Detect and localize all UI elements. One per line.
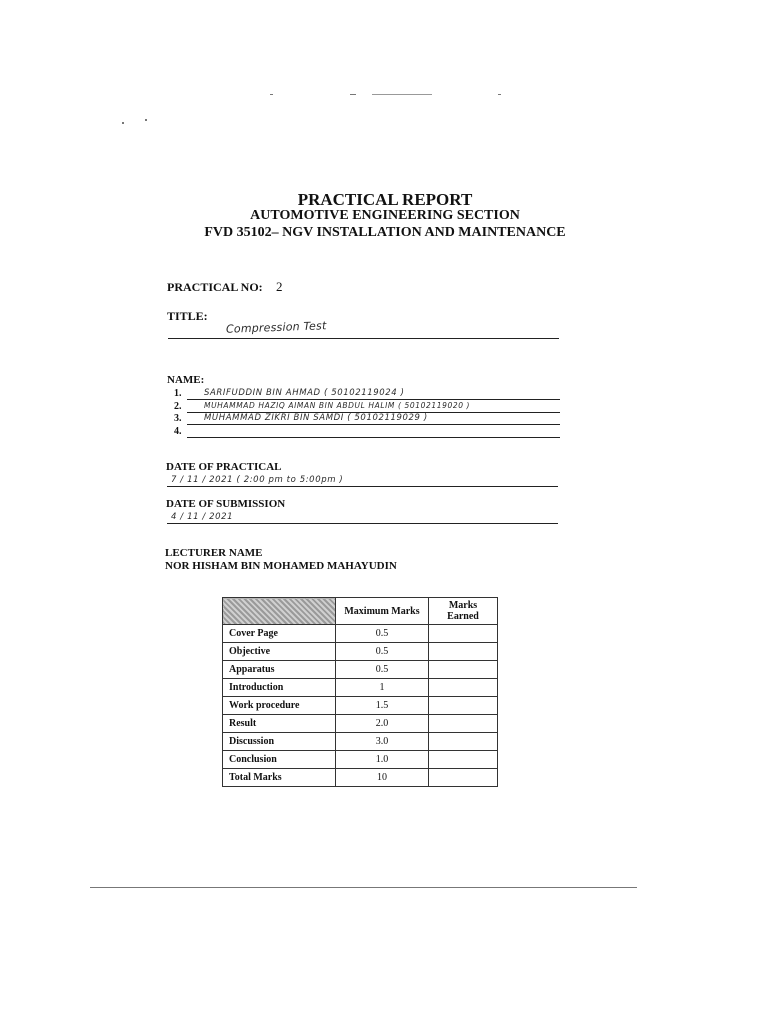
date-practical-rule: [167, 486, 558, 487]
table-row: [223, 751, 498, 769]
table-row: [223, 679, 498, 697]
row-marks-earned: [429, 625, 498, 643]
scan-specks: [0, 0, 768, 160]
date-submission-label: DATE OF SUBMISSION: [166, 498, 286, 510]
report-section: AUTOMOTIVE ENGINEERING SECTION: [250, 208, 520, 223]
row-max-marks: 0.5: [336, 661, 429, 679]
header-shaded-cell: [223, 598, 336, 625]
name-rule-4: [187, 437, 560, 438]
header-max-marks: Maximum Marks: [336, 598, 429, 625]
row-max-marks: 2.0: [336, 715, 429, 733]
date-practical-label: DATE OF PRACTICAL: [166, 461, 282, 473]
row-category: Discussion: [223, 733, 336, 751]
lecturer-name: NOR HISHAM BIN MOHAMED MAHAYUDIN: [165, 560, 397, 572]
row-marks-earned: [429, 751, 498, 769]
report-title: PRACTICAL REPORT: [297, 190, 473, 209]
title-label: TITLE:: [167, 309, 208, 323]
name-number-3: 3.: [174, 413, 182, 424]
table-row: [223, 733, 498, 751]
table-row: [223, 697, 498, 715]
row-category: Cover Page: [223, 625, 336, 643]
date-submission-rule: [167, 523, 558, 524]
row-max-marks: 1.5: [336, 697, 429, 715]
table-row: [223, 715, 498, 733]
row-max-marks: 10: [336, 769, 429, 787]
title-rule: [168, 338, 559, 339]
header-marks-earned: [429, 598, 498, 625]
page-bottom-rule: [90, 887, 637, 888]
name-number-2: 2.: [174, 401, 182, 412]
row-max-marks: 1: [336, 679, 429, 697]
row-category: Conclusion: [223, 751, 336, 769]
practical-no-label: PRACTICAL NO:: [167, 280, 263, 294]
table-row: [223, 643, 498, 661]
title-value: Compression Test: [225, 319, 327, 336]
row-max-marks: 0.5: [336, 643, 429, 661]
date-submission-value: 4 / 11 / 2021: [171, 512, 234, 522]
header-earned-line2: Earned: [447, 611, 479, 622]
row-marks-earned: [429, 697, 498, 715]
row-category: Objective: [223, 643, 336, 661]
table-row: [223, 661, 498, 679]
row-category: Result: [223, 715, 336, 733]
table-row-total: [223, 769, 498, 787]
row-max-marks: 0.5: [336, 625, 429, 643]
name-entry-1: SARIFUDDIN BIN AHMAD ( 50102119024 ): [204, 388, 405, 398]
row-marks-earned: [429, 643, 498, 661]
header-earned-line1: Marks: [448, 600, 478, 611]
name-rule-3: [187, 424, 560, 425]
marks-header-row: [223, 598, 498, 625]
row-category: Apparatus: [223, 661, 336, 679]
name-number-1: 1.: [174, 388, 182, 399]
practical-no-value: 2: [276, 279, 283, 294]
name-entry-3: MUHAMMAD ZIKRI BIN SAMDI ( 50102119029 ): [204, 413, 428, 423]
date-practical-value: 7 / 11 / 2021 ( 2:00 pm to 5:00pm ): [171, 475, 344, 485]
row-marks-earned: [429, 769, 498, 787]
name-number-4: 4.: [174, 426, 182, 437]
report-course: FVD 35102– NGV INSTALLATION AND MAINTENANCE: [204, 225, 566, 240]
lecturer-label: LECTURER NAME: [165, 547, 263, 559]
row-max-marks: 1.0: [336, 751, 429, 769]
name-entry-2: MUHAMMAD HAZIQ AIMAN BIN ABDUL HALIM ( 50102119020 ): [204, 401, 471, 410]
row-marks-earned: [429, 661, 498, 679]
table-row: [223, 625, 498, 643]
marks-table: [222, 597, 498, 787]
name-label: NAME:: [167, 374, 205, 386]
row-marks-earned: [429, 679, 498, 697]
row-marks-earned: [429, 733, 498, 751]
row-category: Introduction: [223, 679, 336, 697]
name-rule-1: [187, 399, 560, 400]
row-max-marks: 3.0: [336, 733, 429, 751]
row-category: Work procedure: [223, 697, 336, 715]
row-marks-earned: [429, 715, 498, 733]
row-category: Total Marks: [223, 769, 336, 787]
